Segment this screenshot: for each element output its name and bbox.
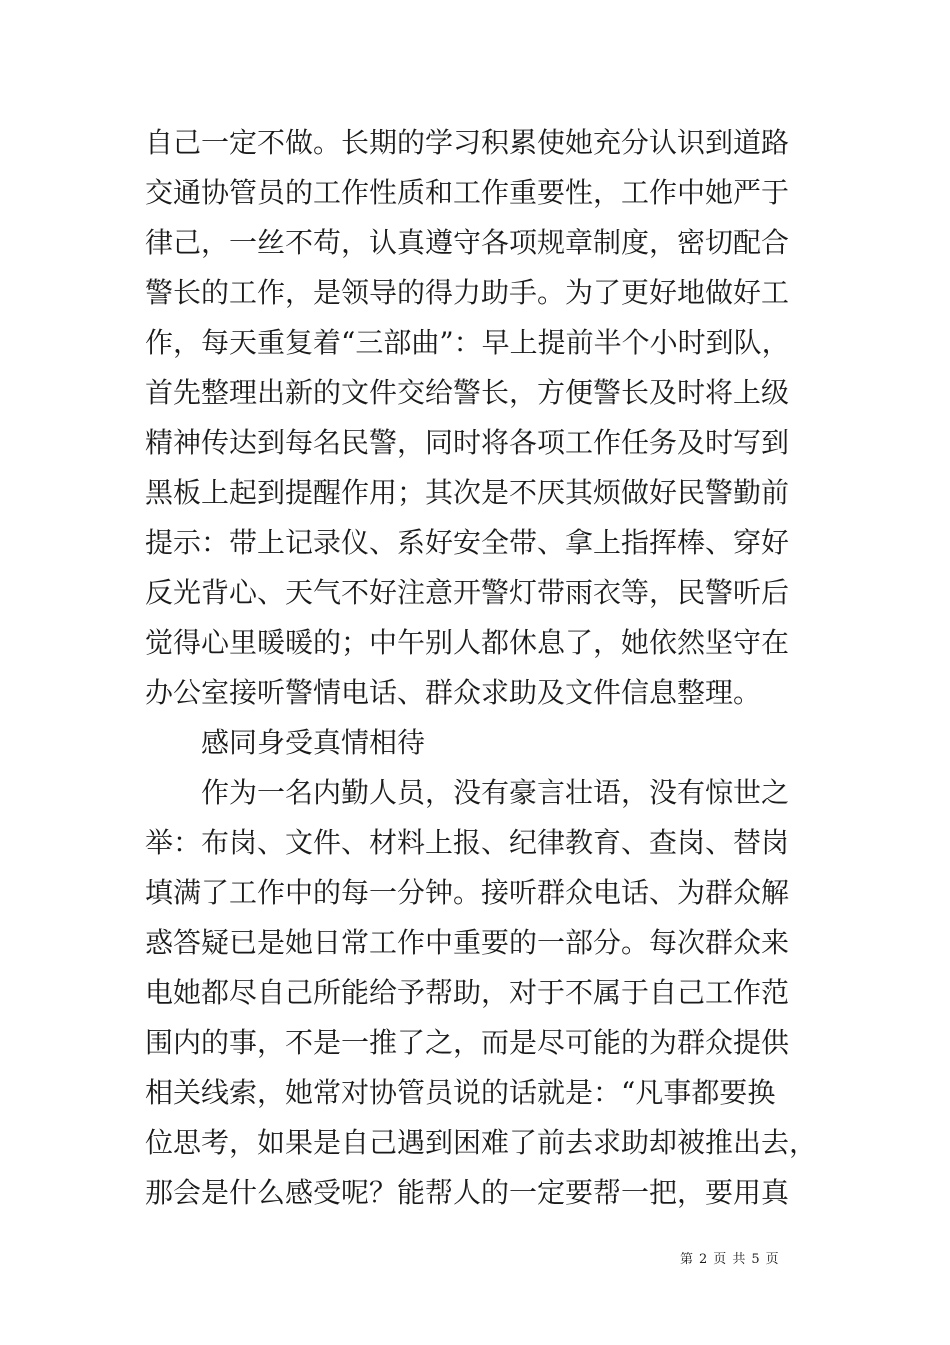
page-footer	[680, 1248, 785, 1267]
paragraph-first-line: 作为一名内勤人员，没有豪言壮语，没有惊世之	[201, 776, 790, 809]
text-line: 举：布岗、文件、材料上报、纪律教育、查岗、替岗	[145, 826, 790, 859]
text-line: 反光背心、天气不好注意开警灯带雨衣等，民警听后	[145, 576, 790, 609]
body-text	[145, 118, 818, 1218]
text-line: 电她都尽自己所能给予帮助，对于不属于自己工作范	[145, 976, 790, 1009]
text-line: 填满了工作中的每一分钟。接听群众电话、为群众解	[145, 876, 790, 909]
text-line: 警长的工作，是领导的得力助手。为了更好地做好工	[145, 276, 790, 309]
footer-total-pages: 5	[751, 1252, 761, 1267]
text-line: 惑答疑已是她日常工作中重要的一部分。每次群众来	[145, 926, 790, 959]
text-line: 觉得心里暖暖的；中午别人都休息了，她依然坚守在	[145, 626, 790, 659]
text-line: 那会是什么感受呢？能帮人的一定要帮一把，要用真	[145, 1176, 790, 1209]
footer-page-word: 页	[713, 1252, 728, 1267]
text-line: 首先整理出新的文件交给警长，方便警长及时将上级	[145, 376, 790, 409]
text-line: 律己，一丝不苟，认真遵守各项规章制度，密切配合	[145, 226, 790, 259]
text-line: 交通协管员的工作性质和工作重要性，工作中她严于	[145, 176, 790, 209]
text-line: 黑板上起到提醒作用；其次是不厌其烦做好民警勤前	[145, 476, 790, 509]
footer-prefix: 第	[680, 1252, 695, 1267]
text-line: 办公室接听警情电话、群众求助及文件信息整理。	[145, 676, 762, 709]
section-heading: 感同身受真情相待	[201, 726, 426, 759]
footer-current-page: 2	[699, 1252, 709, 1267]
text-line: 自己一定不做。长期的学习积累使她充分认识到道路	[145, 126, 790, 159]
footer-suffix: 页	[765, 1252, 780, 1267]
text-line: 相关线索，她常对协管员说的话就是：“凡事都要换	[145, 1076, 776, 1109]
footer-total-word: 共	[732, 1252, 747, 1267]
text-line: 精神传达到每名民警，同时将各项工作任务及时写到	[145, 426, 790, 459]
text-line: 提示：带上记录仪、系好安全带、拿上指挥棒、穿好	[145, 526, 790, 559]
text-line: 位思考，如果是自己遇到困难了前去求助却被推出去，	[145, 1126, 818, 1159]
text-line: 作，每天重复着“三部曲”：早上提前半个小时到队，	[145, 326, 790, 359]
text-line: 围内的事，不是一推了之，而是尽可能的为群众提供	[145, 1026, 790, 1059]
